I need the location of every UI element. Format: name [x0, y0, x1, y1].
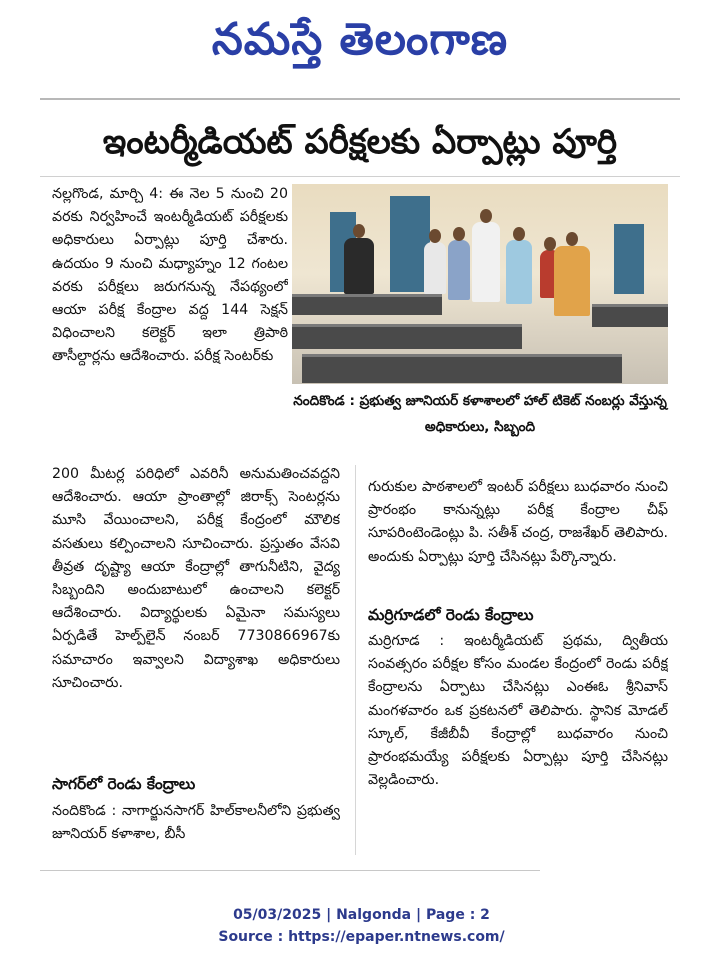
article-sagar: నందికొండ : నాగార్జునసాగర్ హిల్‌కాలనీలోని ప్రభుత్వ జూనియర్ కళాశాల, బీసీ: [52, 803, 340, 843]
news-photo: [292, 184, 668, 384]
footer-date: 05/03/2025 | Nalgonda | Page : 2: [233, 907, 490, 923]
footer-source: Source : https://epaper.ntnews.com/: [218, 929, 505, 945]
article-lead-bottom: 200 మీటర్ల పరిధిలో ఎవరినీ అనుమతించవద్దని ఆదేశించారు. ఆయా ప్రాంతాల్లో జిరాక్స్ సెంటర్లను మూసి వేయించాలని, పరీక్ష కేంద్రంలో మౌలిక వసతులు కల్పించాలని సూచించారు. ప్రస్తుతం వేసవి తీవ్రత దృష్ట్యా ఆయా కేంద్రాల్లో తాగునీటిని, వైద్య సిబ్బందిని అందుబాటులో ఉంచాలని కలెక్టర్ ఆదేశించారు. విద్యార్థులకు ఏమైనా సమస్యలు ఏర్పడితే హెల్ప్‌లైన్ నంబర్ 7730866967కు సమాచారం ఇవ్వాలని విద్యాశాఖ అధికారులు సూచించారు.: [52, 466, 340, 691]
bottom-rule: [40, 870, 540, 871]
photo-caption: నందికొండ : ప్రభుత్వ జూనియర్ కళాశాలలో హాల్ టికెట్ నంబర్లు వేస్తున్న అధికారులు, సిబ్బంది: [293, 393, 667, 435]
masthead: నమస్తే తెలంగాణ: [211, 14, 509, 65]
article-right-1: గురుకుల పాఠశాలలో ఇంటర్ పరీక్షలు బుధవారం నుంచి ప్రారంభం కానున్నట్లు పరీక్ష కేంద్రాల చీఫ్ సూపరింటెండెంట్లు పి. సతీశ్ చంద్ర, రాజశేఖర్ తెలిపారు. అందుకు ఏర్పాట్లు పూర్తి చేసినట్లు పేర్కొన్నారు.: [368, 479, 668, 565]
article-marriguda: మర్రిగూడ : ఇంటర్మీడియట్ ప్రథమ, ద్వితీయ సంవత్సరం పరీక్షల కోసం మండల కేంద్రంలో రెండు పరీక్ష కేంద్రాలను ఏర్పాటు చేసినట్లు ఎంఈఓ శ్రీనివాస్ మంగళవారం ఒక ప్రకటనలో తెలిపారు. స్థానిక మోడల్ స్కూల్, కేజీబీవీ కేంద్రాల్లో బుధవారం నుంచి ప్రారంభమయ్యే పరీక్షలకు ఏర్పాట్లు పూర్తి చేసినట్లు వెల్లడించారు.: [368, 633, 668, 789]
top-rule: [40, 98, 680, 100]
headline-rule: [40, 176, 680, 177]
subhead-marriguda: మర్రిగూడలో రెండు కేంద్రాలు: [368, 606, 534, 624]
article-lead-top: నల్లగొండ, మార్చి 4: ఈ నెల 5 నుంచి 20 వరకు నిర్వహించే ఇంటర్మీడియట్ పరీక్షలకు అధికారులు ఏర్పాట్లు పూర్తి చేశారు. ఉదయం 9 నుంచి మధ్యాహ్నం 12 గంటల వరకు పరీక్షలు జరుగనున్న నేపథ్యంలో ఆయా పరీక్ష కేంద్రాల వద్ద 144 సెక్షన్ విధించాలని కలెక్టర్ ఇలా త్రిపాఠి తాసీల్దార్లను ఆదేశించారు. పరీక్ష సెంటర్‌కు: [52, 186, 288, 365]
subhead-sagar: సాగర్‌లో రెండు కేంద్రాలు: [52, 775, 196, 793]
column-divider: [355, 465, 356, 855]
headline: ఇంటర్మీడియట్ పరీక్షలకు ఏర్పాట్లు పూర్తి: [102, 122, 618, 162]
